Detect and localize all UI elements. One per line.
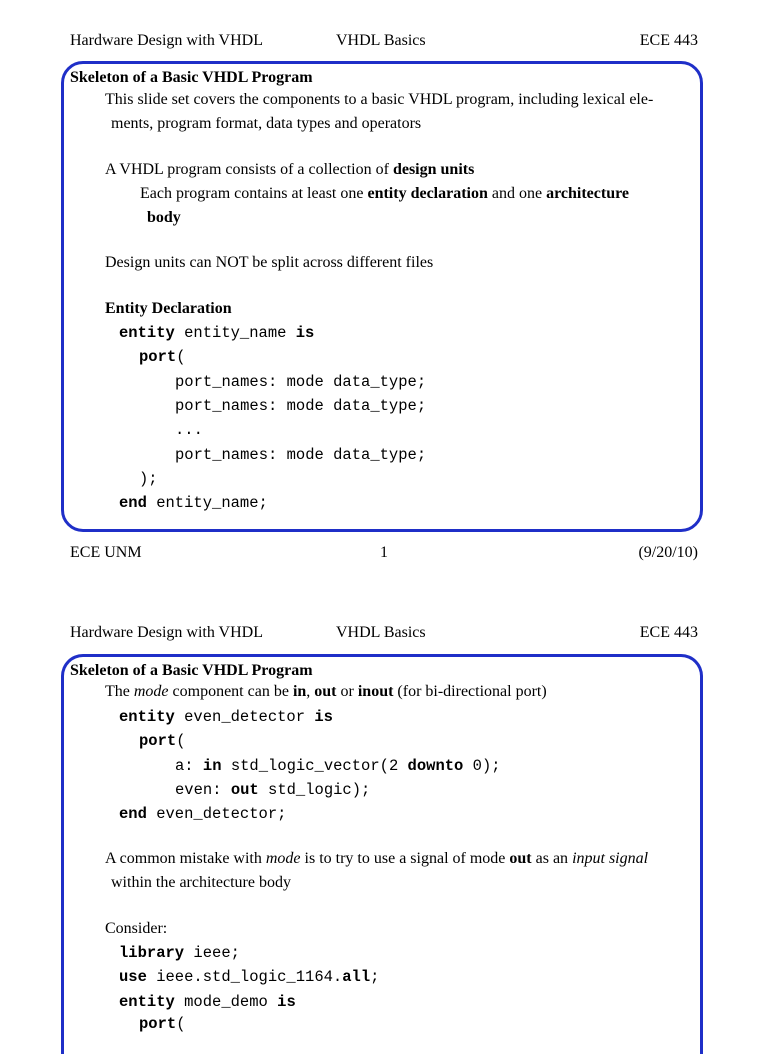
code-line: port_names: mode data_type; xyxy=(175,397,427,415)
code-keyword: entity xyxy=(119,993,175,1011)
text-run: , xyxy=(306,683,315,700)
text-bold: inout xyxy=(357,683,394,700)
text-run: A VHDL program consists of a collection of xyxy=(105,161,393,178)
code-line xyxy=(139,1013,186,1035)
code-line: ... xyxy=(175,421,203,439)
code-line xyxy=(119,706,333,728)
text-run: or xyxy=(336,683,358,700)
code-line xyxy=(175,779,370,801)
text-bold: in xyxy=(292,683,307,700)
header-course-number: ECE 443 xyxy=(639,624,698,641)
text-run: Each program contains at least one xyxy=(140,185,368,202)
text-italic: input signal xyxy=(572,850,649,867)
header-topic: VHDL Basics xyxy=(336,624,426,641)
footer-date: (9/20/10) xyxy=(638,544,698,561)
header-course: Hardware Design with VHDL xyxy=(70,624,263,641)
code-text: 0); xyxy=(463,757,501,775)
code-keyword: is xyxy=(277,993,296,1011)
text-run: The xyxy=(105,683,134,700)
text-run: as an xyxy=(531,850,573,867)
code-line xyxy=(119,942,240,964)
design-units-paragraph xyxy=(105,159,474,181)
header-course-number: ECE 443 xyxy=(639,32,698,49)
split-files-paragraph: Design units can NOT be split across different files xyxy=(105,254,434,271)
text-run: A common mistake with xyxy=(105,850,266,867)
code-line: ); xyxy=(139,470,158,488)
header-topic: VHDL Basics xyxy=(336,32,426,49)
code-keyword: use xyxy=(119,968,147,986)
code-text: ( xyxy=(176,1015,186,1033)
slide-title: Skeleton of a Basic VHDL Program xyxy=(70,662,313,679)
intro-line-2: ments, program format, data types and operators xyxy=(111,115,422,132)
text-run: component can be xyxy=(168,683,293,700)
page-footer xyxy=(70,542,698,564)
entity-arch-line-1 xyxy=(140,183,629,205)
code-line xyxy=(139,346,186,368)
code-text: ( xyxy=(176,348,186,366)
slide-1 xyxy=(61,61,703,532)
code-keyword: end xyxy=(119,805,147,823)
code-keyword: port xyxy=(139,348,177,366)
mode-paragraph xyxy=(105,681,547,703)
text-bold: body xyxy=(147,209,181,226)
code-line xyxy=(119,803,286,825)
slide-title: Skeleton of a Basic VHDL Program xyxy=(70,69,313,86)
text-run: (for bi-directional port) xyxy=(393,683,547,700)
code-line xyxy=(119,991,296,1013)
text-run: and one xyxy=(487,185,547,202)
text-bold: architecture xyxy=(546,185,630,202)
code-keyword: is xyxy=(314,708,333,726)
code-text: ieee.std_logic_1164. xyxy=(146,968,343,986)
code-text: mode_demo xyxy=(174,993,278,1011)
common-mistake-line-2: within the architecture body xyxy=(111,874,291,891)
consider-label: Consider: xyxy=(105,920,168,937)
code-text: even_detector; xyxy=(146,805,287,823)
code-keyword: all xyxy=(342,968,371,986)
slide-2 xyxy=(61,654,703,1054)
text-italic: mode xyxy=(265,850,301,867)
code-line xyxy=(119,322,314,344)
code-keyword: downto xyxy=(407,757,464,775)
page-number: 1 xyxy=(380,544,388,561)
text-bold: entity declaration xyxy=(367,185,488,202)
code-keyword: entity xyxy=(119,708,175,726)
code-line xyxy=(119,492,268,514)
code-keyword: port xyxy=(139,1015,177,1033)
code-text: entity_name; xyxy=(146,494,268,512)
code-text: ieee; xyxy=(184,944,240,962)
code-line xyxy=(119,966,379,988)
header-course: Hardware Design with VHDL xyxy=(70,32,263,49)
code-line: port_names: mode data_type; xyxy=(175,446,427,464)
code-text: entity_name xyxy=(174,324,296,342)
code-line xyxy=(139,730,186,752)
code-line xyxy=(175,755,501,777)
intro-line-1: This slide set covers the components to a basic VHDL program, including lexical ele- xyxy=(105,91,654,108)
code-text: a: xyxy=(175,757,203,775)
code-keyword: library xyxy=(119,944,185,962)
code-keyword: in xyxy=(202,757,222,775)
page-header xyxy=(70,622,698,644)
text-bold: out xyxy=(314,683,337,700)
page-header xyxy=(70,30,698,52)
entity-arch-line-2 xyxy=(147,207,181,229)
code-text: ; xyxy=(370,968,380,986)
code-text: even: xyxy=(175,781,231,799)
code-keyword: entity xyxy=(119,324,175,342)
code-keyword: end xyxy=(119,494,147,512)
code-keyword: out xyxy=(230,781,259,799)
code-text: even_detector xyxy=(174,708,315,726)
text-bold: out xyxy=(509,850,532,867)
code-keyword: is xyxy=(295,324,315,342)
common-mistake-line-1 xyxy=(105,848,648,870)
text-run: is to try to use a signal of mode xyxy=(300,850,510,867)
code-text: std_logic_vector(2 xyxy=(221,757,408,775)
code-text: ( xyxy=(176,732,186,750)
text-italic: mode xyxy=(133,683,169,700)
code-text: std_logic); xyxy=(258,781,371,799)
footer-department: ECE UNM xyxy=(70,544,142,561)
entity-declaration-heading: Entity Declaration xyxy=(105,300,232,317)
text-bold: design units xyxy=(392,161,475,178)
code-line: port_names: mode data_type; xyxy=(175,373,427,391)
code-keyword: port xyxy=(139,732,177,750)
